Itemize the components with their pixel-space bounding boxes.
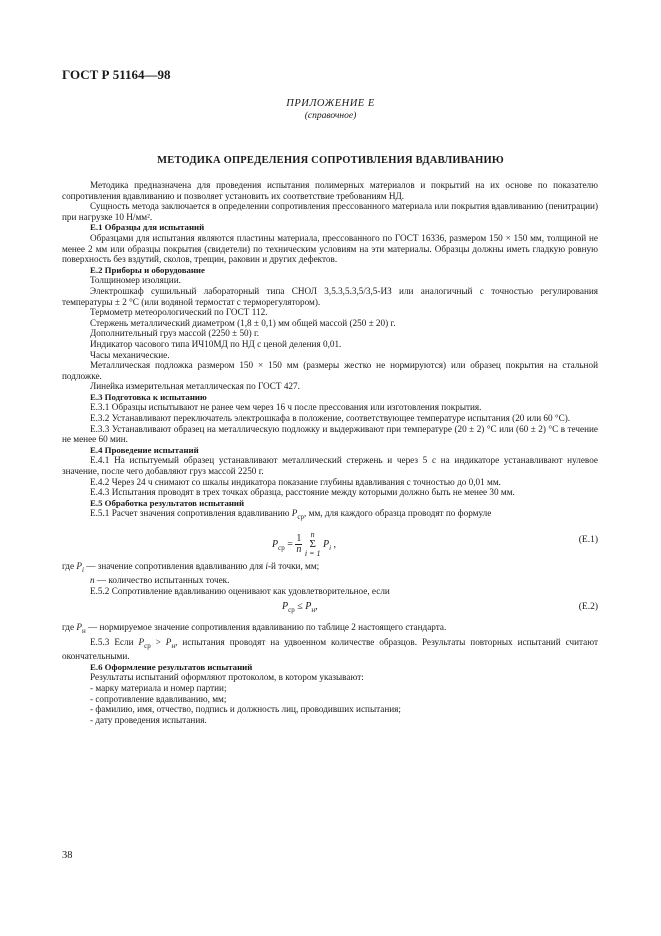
- document-body: [62, 180, 598, 725]
- list-item: - марку материала и номер партии;: [90, 683, 227, 694]
- list-item: Термометр метеорологический по ГОСТ 112.: [90, 307, 268, 318]
- appendix-title: ПРИЛОЖЕНИЕ Е: [286, 98, 375, 109]
- intro-paragraph: Сущность метода заключается в определении сопротивления прессованного материала или покрытия вдавливанию (пенитрации) при нагрузке 10 Н/мм².: [62, 201, 598, 222]
- list-item: - фамилию, имя, отчество, подпись и должность лиц, проводивших испытания;: [90, 704, 401, 715]
- page-number: 38: [62, 850, 73, 861]
- paragraph: Е.5.2 Сопротивление вдавливанию оценивают как удовлетворительное, если: [90, 585, 390, 596]
- paragraph: где $P_н$ — нормируемое значение сопротивления вдавливанию по таблице 2 настоящего стандарта.: [62, 622, 447, 636]
- doc-title: МЕТОДИКА ОПРЕДЕЛЕНИЯ СОПРОТИВЛЕНИЯ ВДАВЛИВАНИЮ: [157, 155, 504, 166]
- appendix-note: (справочное): [304, 111, 357, 121]
- paragraph: Образцами для испытания являются пластины материала, прессованного по ГОСТ 16336, размером 150 × 150 мм, толщиной не менее 2 мм или образцы покрытия (свидетели) по техническим условиям на эти материалы. Образцы должны иметь гладкую ровную поверхность без вздутий, сколов, трещин, раковин и других дефектов.: [62, 232, 598, 265]
- standard-code: ГОСТ Р 51164—98: [62, 67, 171, 82]
- paragraph: Е.4.1 На испытуемый образец устанавливают металлический стержень и через 5 с на индикаторе устанавливают нулевое значение, после чего добавляют груз массой 2250 г.: [62, 455, 598, 477]
- formula-e2: $P_{ср} \le P_н$, (Е.2): [282, 601, 598, 615]
- list-item: Часы механические.: [90, 349, 170, 360]
- list-item: Толщиномер изоляции.: [90, 275, 181, 286]
- paragraph: Е.3.2 Устанавливают переключатель электрошкафа в положение, соответствующее температуре испытания (20 или 60 °С).: [90, 413, 571, 424]
- list-item: Индикатор часового типа ИЧ10МД по НД с ценой деления 0,01.: [90, 338, 342, 349]
- paragraph: Е.3.1 Образцы испытывают не ранее чем через 16 ч после прессования или изготовления покрытия.: [90, 402, 482, 413]
- section-heading: Е.6 Оформление результатов испытаний: [90, 661, 253, 672]
- paragraph: Е.5.1 Расчет значения сопротивления вдавливанию $P_{ср}$, мм, для каждого образца проводят по формуле: [90, 508, 492, 522]
- formula-number: (Е.1): [578, 534, 598, 545]
- intro-paragraph: Методика предназначена для проведения испытания полимерных материалов и покрытий на их основе по показателю сопротивления вдавливанию и позволяет установить их соответствие требованиям НД.: [62, 180, 598, 201]
- paragraph: где $P_i$ — значение сопротивления вдавливанию для i-й точки, мм;: [62, 560, 320, 574]
- section-heading: Е.3 Подготовка к испытанию: [90, 391, 207, 402]
- list-item: Линейка измерительная металлическая по ГОСТ 427.: [90, 381, 300, 392]
- section-heading: Е.1 Образцы для испытаний: [90, 222, 205, 233]
- section-heading: Е.4 Проведение испытаний: [90, 444, 199, 455]
- list-item: - дату проведения испытания.: [90, 714, 207, 725]
- list-item: Электрошкаф сушильный лабораторный типа СНОЛ 3,5.3,5.3,5/3,5-ИЗ или аналогичный с точностью регулирования температуры ± 2 °С (или водяной термостат с терморегулятором).: [62, 285, 598, 307]
- section-heading: Е.2 Приборы и оборудование: [90, 264, 205, 275]
- list-item: Стержень металлический диаметром (1,8 ± 0,1) мм общей массой (250 ± 20) г.: [90, 317, 396, 328]
- formula-e1: $P_{ср}$ = $\frac{1}{n}$ n Σ i = 1 $P_i$ , (Е.1): [272, 529, 598, 558]
- paragraph: n — количество испытанных точек.: [90, 575, 230, 586]
- paragraph: Е.4.2 Через 24 ч снимают со шкалы индикатора показание глубины вдавливания с точностью до 0,01 мм.: [90, 476, 501, 487]
- list-item: Металлическая подложка размером 150 × 150 мм (размеры жестко не нормируются) или образец покрытия на стальной подложке.: [62, 360, 598, 381]
- paragraph: Е.4.3 Испытания проводят в трех точках образца, расстояние между которыми должно быть не менее 30 мм.: [90, 487, 515, 498]
- section-heading: Е.5 Обработка результатов испытаний: [90, 497, 245, 508]
- paragraph: Е.5.3 Если $P_{ср} > P_н$, испытания проводят на удвоенном количестве образцов. Результаты повторных испытаний считают окончательными.: [62, 636, 598, 662]
- list-item: - сопротивление вдавливанию, мм;: [90, 693, 227, 704]
- list-item: Дополнительный груз массой (2250 ± 50) г.: [90, 328, 260, 339]
- formula-number: (Е.2): [578, 602, 598, 613]
- paragraph: Е.3.3 Устанавливают образец на металлическую подложку и выдерживают при температуре (20 ± 2) °С или (60 ± 2) °С в течение не менее 60 мин.: [62, 423, 598, 445]
- paragraph: Результаты испытаний оформляют протоколом, в котором указывают:: [90, 672, 364, 683]
